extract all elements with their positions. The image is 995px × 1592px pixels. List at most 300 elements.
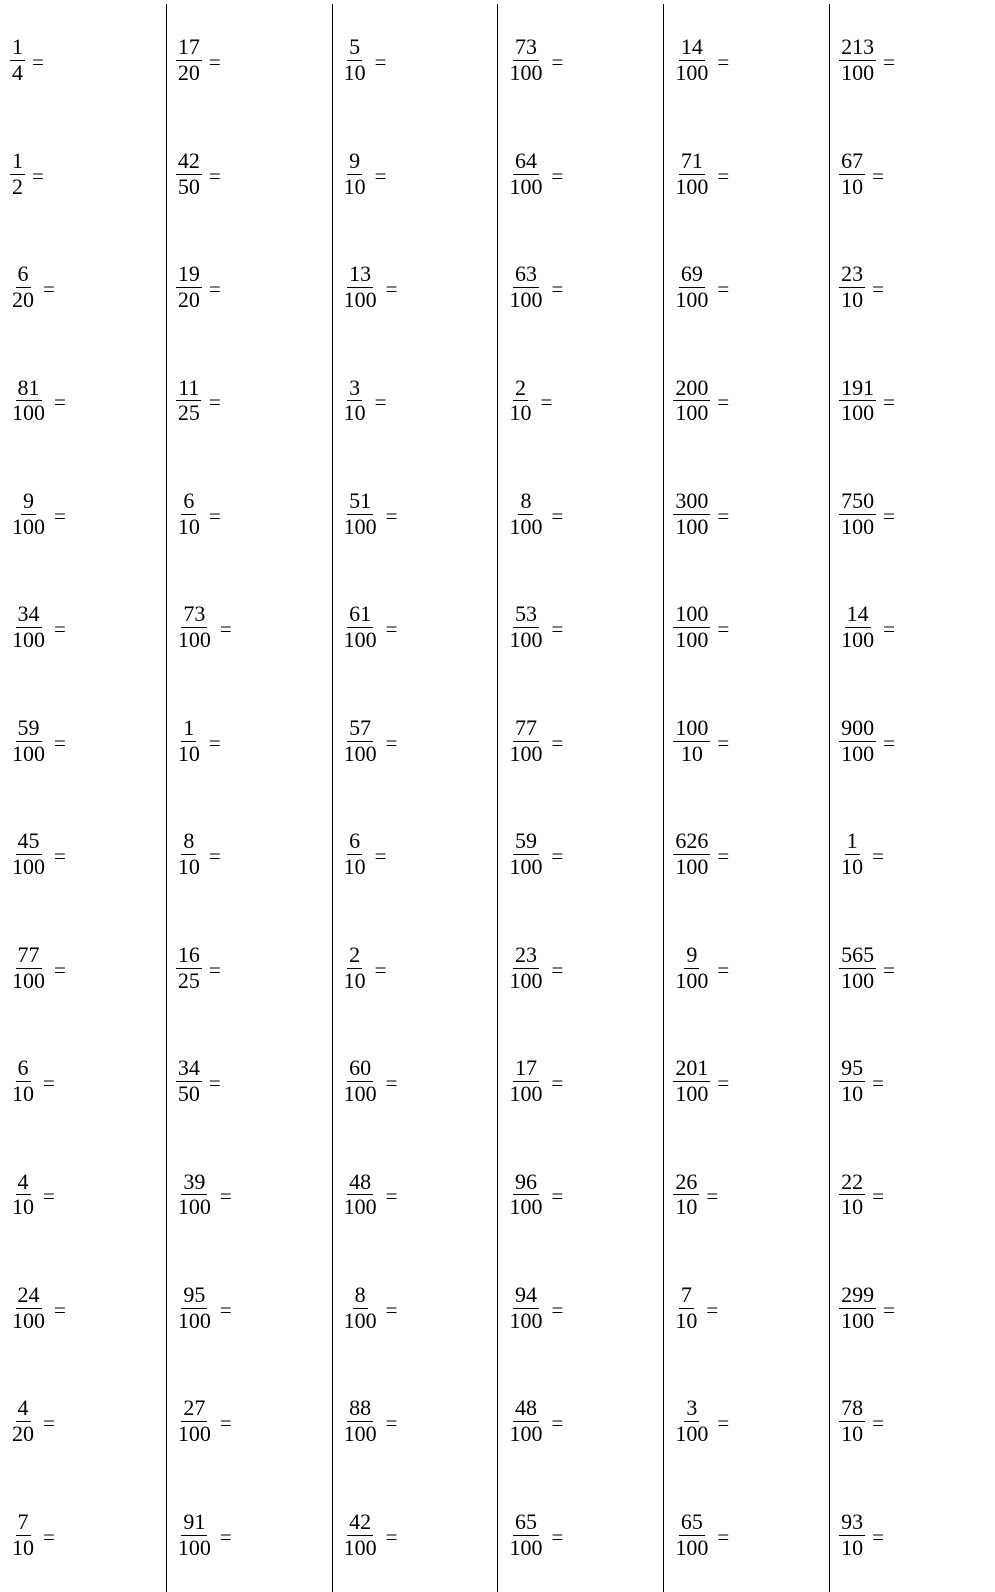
problem-cell (663, 571, 829, 684)
fraction-denominator: 100 (343, 740, 377, 766)
fraction (10, 263, 36, 312)
problem-cell (166, 344, 332, 457)
equals-sign: = (385, 1411, 398, 1436)
equals-sign: = (717, 163, 730, 188)
fraction (10, 36, 25, 85)
equals-sign: = (54, 1297, 66, 1322)
fraction (507, 36, 544, 85)
fraction-numerator: 4 (17, 1168, 29, 1194)
fraction (673, 147, 710, 199)
fraction-numerator: 900 (841, 714, 875, 740)
fraction-problem (342, 374, 394, 426)
fraction-numerator: 13 (349, 261, 372, 287)
fraction-problem (342, 714, 405, 766)
fraction (342, 374, 368, 426)
problem-cell (332, 911, 498, 1024)
equals-sign: = (219, 1297, 232, 1322)
fraction-problem (10, 147, 51, 199)
equals-sign: = (54, 390, 66, 415)
fraction-numerator: 71 (680, 147, 703, 173)
problem-cell (332, 458, 498, 571)
equals-sign: = (208, 730, 221, 755)
fraction-problem (839, 1397, 891, 1446)
fraction-denominator: 10 (343, 400, 366, 426)
fraction (673, 830, 710, 879)
fraction-denominator: 100 (675, 400, 709, 426)
fraction-numerator: 34 (177, 1055, 200, 1081)
fraction-denominator: 100 (12, 400, 45, 426)
fraction-problem (673, 941, 736, 993)
equals-sign: = (374, 50, 387, 75)
fraction-denominator: 10 (680, 740, 703, 766)
fraction (673, 1508, 710, 1560)
equals-sign: = (219, 1411, 232, 1436)
equals-sign: = (208, 957, 221, 982)
problem-cell (332, 685, 498, 798)
fraction-denominator: 100 (343, 513, 377, 539)
problem-cell (663, 1138, 829, 1251)
equals-sign: = (374, 844, 387, 869)
fraction-denominator: 100 (841, 967, 875, 993)
fraction-denominator: 100 (841, 1307, 875, 1333)
problem-cell (166, 1252, 332, 1365)
equals-sign: = (32, 50, 44, 75)
problem-cell (497, 798, 663, 911)
fraction (176, 1168, 213, 1220)
fraction-problem (839, 263, 891, 312)
fraction-denominator: 4 (12, 60, 23, 86)
fraction (507, 263, 544, 312)
fraction (507, 941, 544, 993)
fraction (673, 1284, 699, 1333)
equals-sign: = (219, 617, 232, 642)
fraction (176, 714, 202, 766)
fraction-problem (673, 1057, 736, 1106)
fraction (176, 147, 202, 199)
fraction-denominator: 100 (343, 1194, 377, 1220)
problem-cell (497, 1365, 663, 1478)
fraction-problem (10, 1397, 62, 1446)
fraction-denominator: 100 (675, 287, 709, 313)
fraction-numerator: 8 (520, 488, 532, 514)
fraction-denominator: 100 (343, 627, 377, 653)
problem-cell (829, 458, 995, 571)
fraction-problem (10, 941, 73, 993)
fraction-denominator: 100 (509, 1081, 543, 1107)
equals-sign: = (208, 1071, 221, 1096)
fraction-denominator: 10 (841, 854, 864, 880)
fraction-numerator: 11 (178, 374, 200, 400)
fraction-numerator: 48 (514, 1395, 537, 1421)
fraction-problem (839, 36, 902, 85)
problem-cell (663, 1025, 829, 1138)
fraction-problem (507, 36, 570, 85)
fraction-numerator: 9 (349, 147, 361, 173)
problem-cell (0, 231, 166, 344)
fraction (507, 1397, 544, 1446)
fraction-problem (507, 1168, 570, 1220)
problem-cell (166, 117, 332, 230)
equals-sign: = (706, 1297, 719, 1322)
problem-cell (663, 1479, 829, 1592)
fraction-denominator: 100 (675, 854, 709, 880)
problem-cell (663, 798, 829, 911)
fraction (342, 490, 379, 539)
equals-sign: = (717, 730, 730, 755)
fraction (176, 830, 202, 879)
column-1 (0, 4, 166, 1592)
fraction-problem (10, 263, 62, 312)
fraction-denominator: 10 (509, 400, 532, 426)
equals-sign: = (551, 277, 564, 302)
fraction (839, 1508, 865, 1560)
fraction-problem (176, 1397, 239, 1446)
fraction-problem (673, 1397, 736, 1446)
fraction-denominator: 20 (12, 287, 34, 313)
fraction-numerator: 1 (183, 714, 195, 740)
fraction-problem (507, 490, 570, 539)
fraction (839, 374, 876, 426)
fraction-numerator: 73 (183, 601, 206, 627)
fraction-denominator: 100 (509, 854, 543, 880)
fraction-denominator: 10 (177, 513, 200, 539)
fraction-numerator: 565 (841, 941, 875, 967)
equals-sign: = (872, 844, 884, 869)
problem-cell (332, 1138, 498, 1251)
problem-cell (829, 4, 995, 117)
fraction-denominator: 50 (177, 1081, 200, 1107)
fraction (507, 490, 544, 539)
equals-sign: = (551, 1524, 564, 1549)
fraction (839, 714, 876, 766)
equals-sign: = (385, 1184, 398, 1209)
equals-sign: = (385, 1524, 398, 1549)
fraction-numerator: 73 (514, 34, 537, 60)
fraction (342, 1057, 379, 1106)
fraction-numerator: 26 (675, 1168, 698, 1194)
fraction-numerator: 96 (514, 1168, 537, 1194)
problem-cell (0, 685, 166, 798)
problem-cell (829, 685, 995, 798)
fraction-numerator: 51 (349, 488, 372, 514)
fraction-problem (176, 374, 228, 426)
fraction-numerator: 95 (183, 1282, 206, 1308)
problem-cell (332, 1479, 498, 1592)
fraction-denominator: 10 (841, 1081, 864, 1107)
fraction-numerator: 300 (675, 488, 709, 514)
fraction-denominator: 100 (509, 173, 543, 199)
fraction-numerator: 14 (680, 34, 703, 60)
problem-cell (332, 4, 498, 117)
fraction (673, 374, 710, 426)
fraction-problem (507, 603, 570, 652)
fraction-numerator: 1 (12, 147, 23, 173)
problem-cell (332, 117, 498, 230)
fraction-denominator: 10 (12, 1194, 34, 1220)
problem-cell (0, 4, 166, 117)
fraction-numerator: 750 (841, 488, 875, 514)
fraction-numerator: 8 (354, 1282, 366, 1308)
fraction-problem (342, 941, 394, 993)
fraction (342, 1508, 379, 1560)
problem-cell (829, 1479, 995, 1592)
problem-cell (0, 1138, 166, 1251)
fraction (673, 1057, 710, 1106)
fraction-problem (673, 374, 736, 426)
fraction-denominator: 20 (12, 1421, 34, 1447)
fraction-numerator: 2 (349, 941, 361, 967)
fraction-numerator: 626 (675, 828, 709, 854)
problem-cell (829, 344, 995, 457)
equals-sign: = (551, 1184, 564, 1209)
equals-sign: = (385, 503, 398, 528)
fraction-numerator: 94 (514, 1282, 537, 1308)
fraction-problem (507, 1284, 570, 1333)
fraction-denominator: 100 (12, 854, 45, 880)
equals-sign: = (551, 1297, 564, 1322)
fraction (507, 1057, 544, 1106)
fraction (176, 374, 202, 426)
fraction-numerator: 191 (841, 374, 875, 400)
fraction (10, 147, 25, 199)
equals-sign: = (706, 1184, 719, 1209)
fraction (342, 941, 368, 993)
fraction (673, 1168, 699, 1220)
fraction-problem (10, 1168, 62, 1220)
fraction-numerator: 59 (514, 828, 537, 854)
fraction-problem (176, 714, 228, 766)
fraction (342, 36, 368, 85)
fraction-denominator: 10 (841, 173, 864, 199)
equals-sign: = (717, 390, 730, 415)
problem-cell (829, 571, 995, 684)
equals-sign: = (717, 1071, 730, 1096)
equals-sign: = (385, 730, 398, 755)
problem-cell (166, 1138, 332, 1251)
column-6 (829, 4, 995, 1592)
problem-cell (166, 231, 332, 344)
fraction-problem (673, 830, 736, 879)
equals-sign: = (717, 503, 730, 528)
fraction-problem (507, 830, 570, 879)
fraction-denominator: 10 (177, 854, 200, 880)
fraction-denominator: 100 (509, 1307, 543, 1333)
problem-cell (0, 571, 166, 684)
fraction-denominator: 25 (177, 967, 200, 993)
equals-sign: = (551, 163, 564, 188)
problem-cell (497, 911, 663, 1024)
fraction-denominator: 100 (509, 1421, 543, 1447)
fraction-problem (507, 941, 570, 993)
equals-sign: = (208, 277, 221, 302)
fraction-numerator: 34 (17, 601, 40, 627)
fraction-numerator: 48 (349, 1168, 372, 1194)
fraction-denominator: 20 (177, 287, 200, 313)
equals-sign: = (883, 390, 895, 415)
fraction-denominator: 10 (841, 1421, 864, 1447)
fraction-problem (10, 1284, 73, 1333)
fraction-numerator: 42 (177, 147, 200, 173)
fraction-denominator: 100 (343, 1307, 377, 1333)
equals-sign: = (374, 390, 387, 415)
fraction-denominator: 100 (177, 1421, 211, 1447)
equals-sign: = (717, 617, 730, 642)
problem-cell (829, 798, 995, 911)
fraction-problem (342, 263, 405, 312)
equals-sign: = (54, 957, 66, 982)
fraction-numerator: 78 (841, 1395, 864, 1421)
fraction-denominator: 100 (343, 287, 377, 313)
fraction-problem (10, 490, 73, 539)
fraction-problem (507, 1397, 570, 1446)
problem-cell (663, 344, 829, 457)
equals-sign: = (219, 1524, 232, 1549)
fraction (176, 1284, 213, 1333)
problem-cell (829, 1365, 995, 1478)
fraction (507, 1284, 544, 1333)
problem-cell (663, 117, 829, 230)
fraction-problem (673, 603, 736, 652)
fraction-problem (176, 490, 228, 539)
fraction-denominator: 10 (12, 1081, 34, 1107)
fraction-denominator: 100 (509, 1194, 543, 1220)
problem-cell (332, 1252, 498, 1365)
fraction-denominator: 100 (12, 1307, 45, 1333)
equals-sign: = (208, 50, 221, 75)
fraction-denominator: 100 (12, 967, 45, 993)
fraction-numerator: 6 (183, 488, 195, 514)
problem-cell (497, 1479, 663, 1592)
fraction-problem (342, 490, 405, 539)
problem-cell (0, 1365, 166, 1478)
equals-sign: = (717, 277, 730, 302)
problem-cell (663, 231, 829, 344)
fraction-problem (176, 830, 228, 879)
fraction-numerator: 63 (514, 261, 537, 287)
equals-sign: = (54, 617, 66, 642)
fraction (10, 1168, 36, 1220)
equals-sign: = (883, 730, 895, 755)
fraction-problem (10, 714, 73, 766)
fraction-problem (507, 1508, 570, 1560)
fraction-denominator: 100 (675, 1081, 709, 1107)
column-2 (166, 4, 332, 1592)
fraction-denominator: 100 (675, 513, 709, 539)
equals-sign: = (385, 277, 398, 302)
fraction-numerator: 24 (17, 1282, 40, 1308)
problem-cell (332, 798, 498, 911)
fraction-problem (839, 1057, 891, 1106)
problem-cell (0, 117, 166, 230)
fraction-denominator: 20 (177, 60, 200, 86)
fraction-numerator: 6 (17, 1055, 29, 1081)
fraction-denominator: 100 (12, 740, 45, 766)
fraction (673, 490, 710, 539)
fraction-numerator: 61 (349, 601, 372, 627)
fraction-numerator: 213 (841, 34, 875, 60)
fraction-numerator: 59 (17, 714, 40, 740)
fraction (507, 714, 544, 766)
fraction-numerator: 3 (686, 1395, 698, 1421)
fraction (839, 1168, 865, 1220)
fraction-numerator: 1 (12, 34, 23, 60)
fraction-numerator: 299 (841, 1282, 875, 1308)
fraction (10, 830, 47, 879)
equals-sign: = (717, 1411, 730, 1436)
fraction (176, 941, 202, 993)
fraction-numerator: 64 (514, 147, 537, 173)
fraction (839, 830, 865, 879)
fraction (10, 603, 47, 652)
fraction-denominator: 100 (841, 740, 875, 766)
fraction-denominator: 10 (177, 740, 200, 766)
problem-cell (663, 4, 829, 117)
fraction-numerator: 201 (675, 1055, 709, 1081)
fraction (507, 1508, 544, 1560)
fraction (10, 1284, 47, 1333)
equals-sign: = (872, 1524, 884, 1549)
fraction-problem (673, 1284, 725, 1333)
fraction (839, 1057, 865, 1106)
problem-cell (0, 911, 166, 1024)
fraction-problem (673, 263, 736, 312)
fraction-problem (673, 36, 736, 85)
equals-sign: = (717, 957, 730, 982)
fraction-problem (342, 1508, 405, 1560)
fraction-numerator: 5 (349, 34, 361, 60)
fraction-numerator: 1 (846, 828, 858, 854)
fraction-denominator: 100 (343, 1534, 377, 1560)
fraction-denominator: 100 (177, 1307, 211, 1333)
fraction (839, 36, 876, 85)
fraction (10, 490, 47, 539)
fraction-numerator: 69 (680, 261, 703, 287)
fraction-problem (176, 263, 228, 312)
fraction (673, 1397, 710, 1446)
problem-cell (497, 344, 663, 457)
fraction-problem (176, 36, 228, 85)
fraction (10, 1397, 36, 1446)
fraction-denominator: 100 (841, 400, 875, 426)
fraction-denominator: 100 (509, 627, 543, 653)
equals-sign: = (43, 277, 55, 302)
fraction-denominator: 10 (343, 854, 366, 880)
problem-cell (0, 798, 166, 911)
fraction-numerator: 8 (183, 828, 195, 854)
equals-sign: = (551, 50, 564, 75)
fraction-numerator: 17 (177, 34, 200, 60)
equals-sign: = (883, 503, 895, 528)
fraction-denominator: 100 (343, 1081, 377, 1107)
fraction-problem (176, 1284, 239, 1333)
problem-cell (332, 231, 498, 344)
fraction-denominator: 10 (343, 60, 366, 86)
fraction (342, 147, 368, 199)
fraction-denominator: 10 (841, 1534, 864, 1560)
problem-cell (166, 911, 332, 1024)
fraction-denominator: 100 (675, 627, 709, 653)
equals-sign: = (717, 1524, 730, 1549)
fraction-problem (507, 374, 559, 426)
equals-sign: = (872, 163, 884, 188)
problem-cell (663, 685, 829, 798)
equals-sign: = (883, 617, 895, 642)
problem-cell (663, 1252, 829, 1365)
fraction-problem (673, 714, 736, 766)
fraction-numerator: 65 (680, 1508, 703, 1534)
equals-sign: = (54, 503, 66, 528)
equals-sign: = (208, 163, 221, 188)
